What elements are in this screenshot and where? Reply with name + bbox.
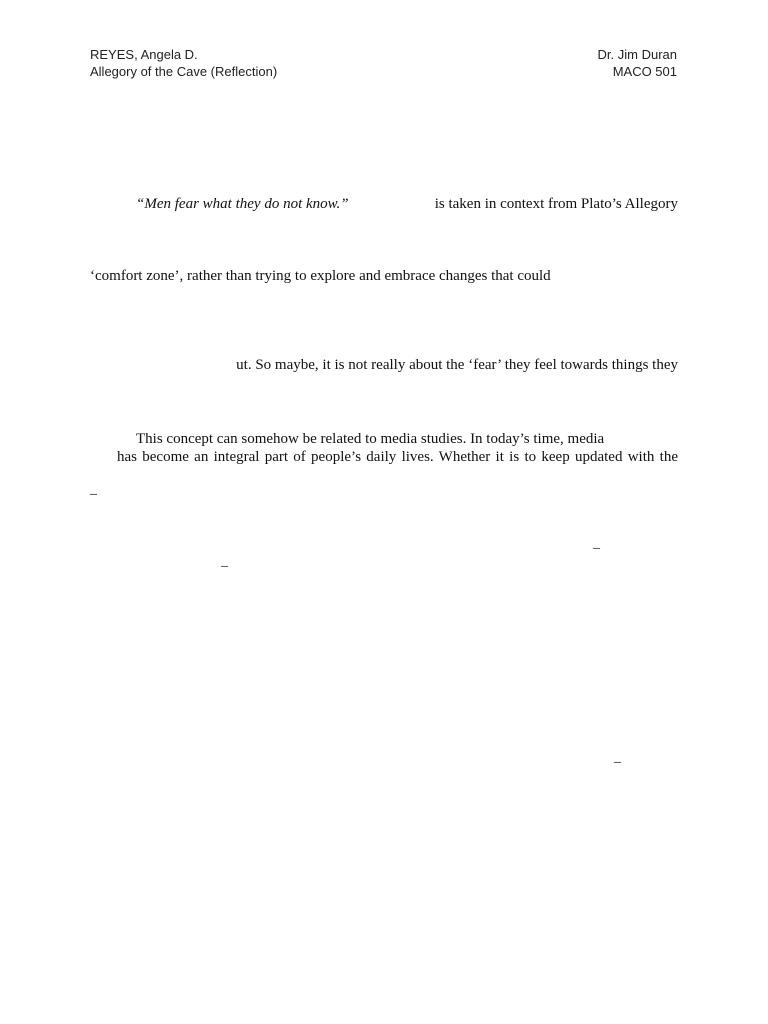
header-left bbox=[90, 46, 277, 80]
opening-quote: “Men fear what they do not know.” bbox=[136, 196, 349, 212]
paragraph1-line2-fragment: ‘comfort zone’, rather than trying to explore and embrace changes that could bbox=[90, 268, 551, 284]
course-code: MACO 501 bbox=[612, 64, 677, 79]
document-title: Allegory of the Cave (Reflection) bbox=[90, 64, 278, 79]
stray-dash-mark: _ bbox=[593, 536, 600, 551]
paragraph2-line1: This concept can somehow be related to media studies. In today’s time, media bbox=[136, 431, 605, 447]
paragraph1-line3-fragment: ut. So maybe, it is not really about the ‘fear’ they feel towards things they bbox=[236, 357, 678, 373]
paragraph1-line1-fragment: is taken in context from Plato’s Allegory bbox=[434, 196, 678, 212]
author-name: REYES, Angela D. bbox=[90, 47, 198, 62]
stray-dash-mark: _ bbox=[90, 482, 97, 497]
stray-dash-mark: _ bbox=[221, 554, 228, 569]
paragraph2-line2: has become an integral part of people’s daily lives. Whether it is to keep updated with the bbox=[117, 449, 678, 465]
stray-dash-mark: _ bbox=[614, 750, 621, 765]
professor-name: Dr. Jim Duran bbox=[597, 47, 677, 62]
header-right bbox=[598, 46, 677, 80]
